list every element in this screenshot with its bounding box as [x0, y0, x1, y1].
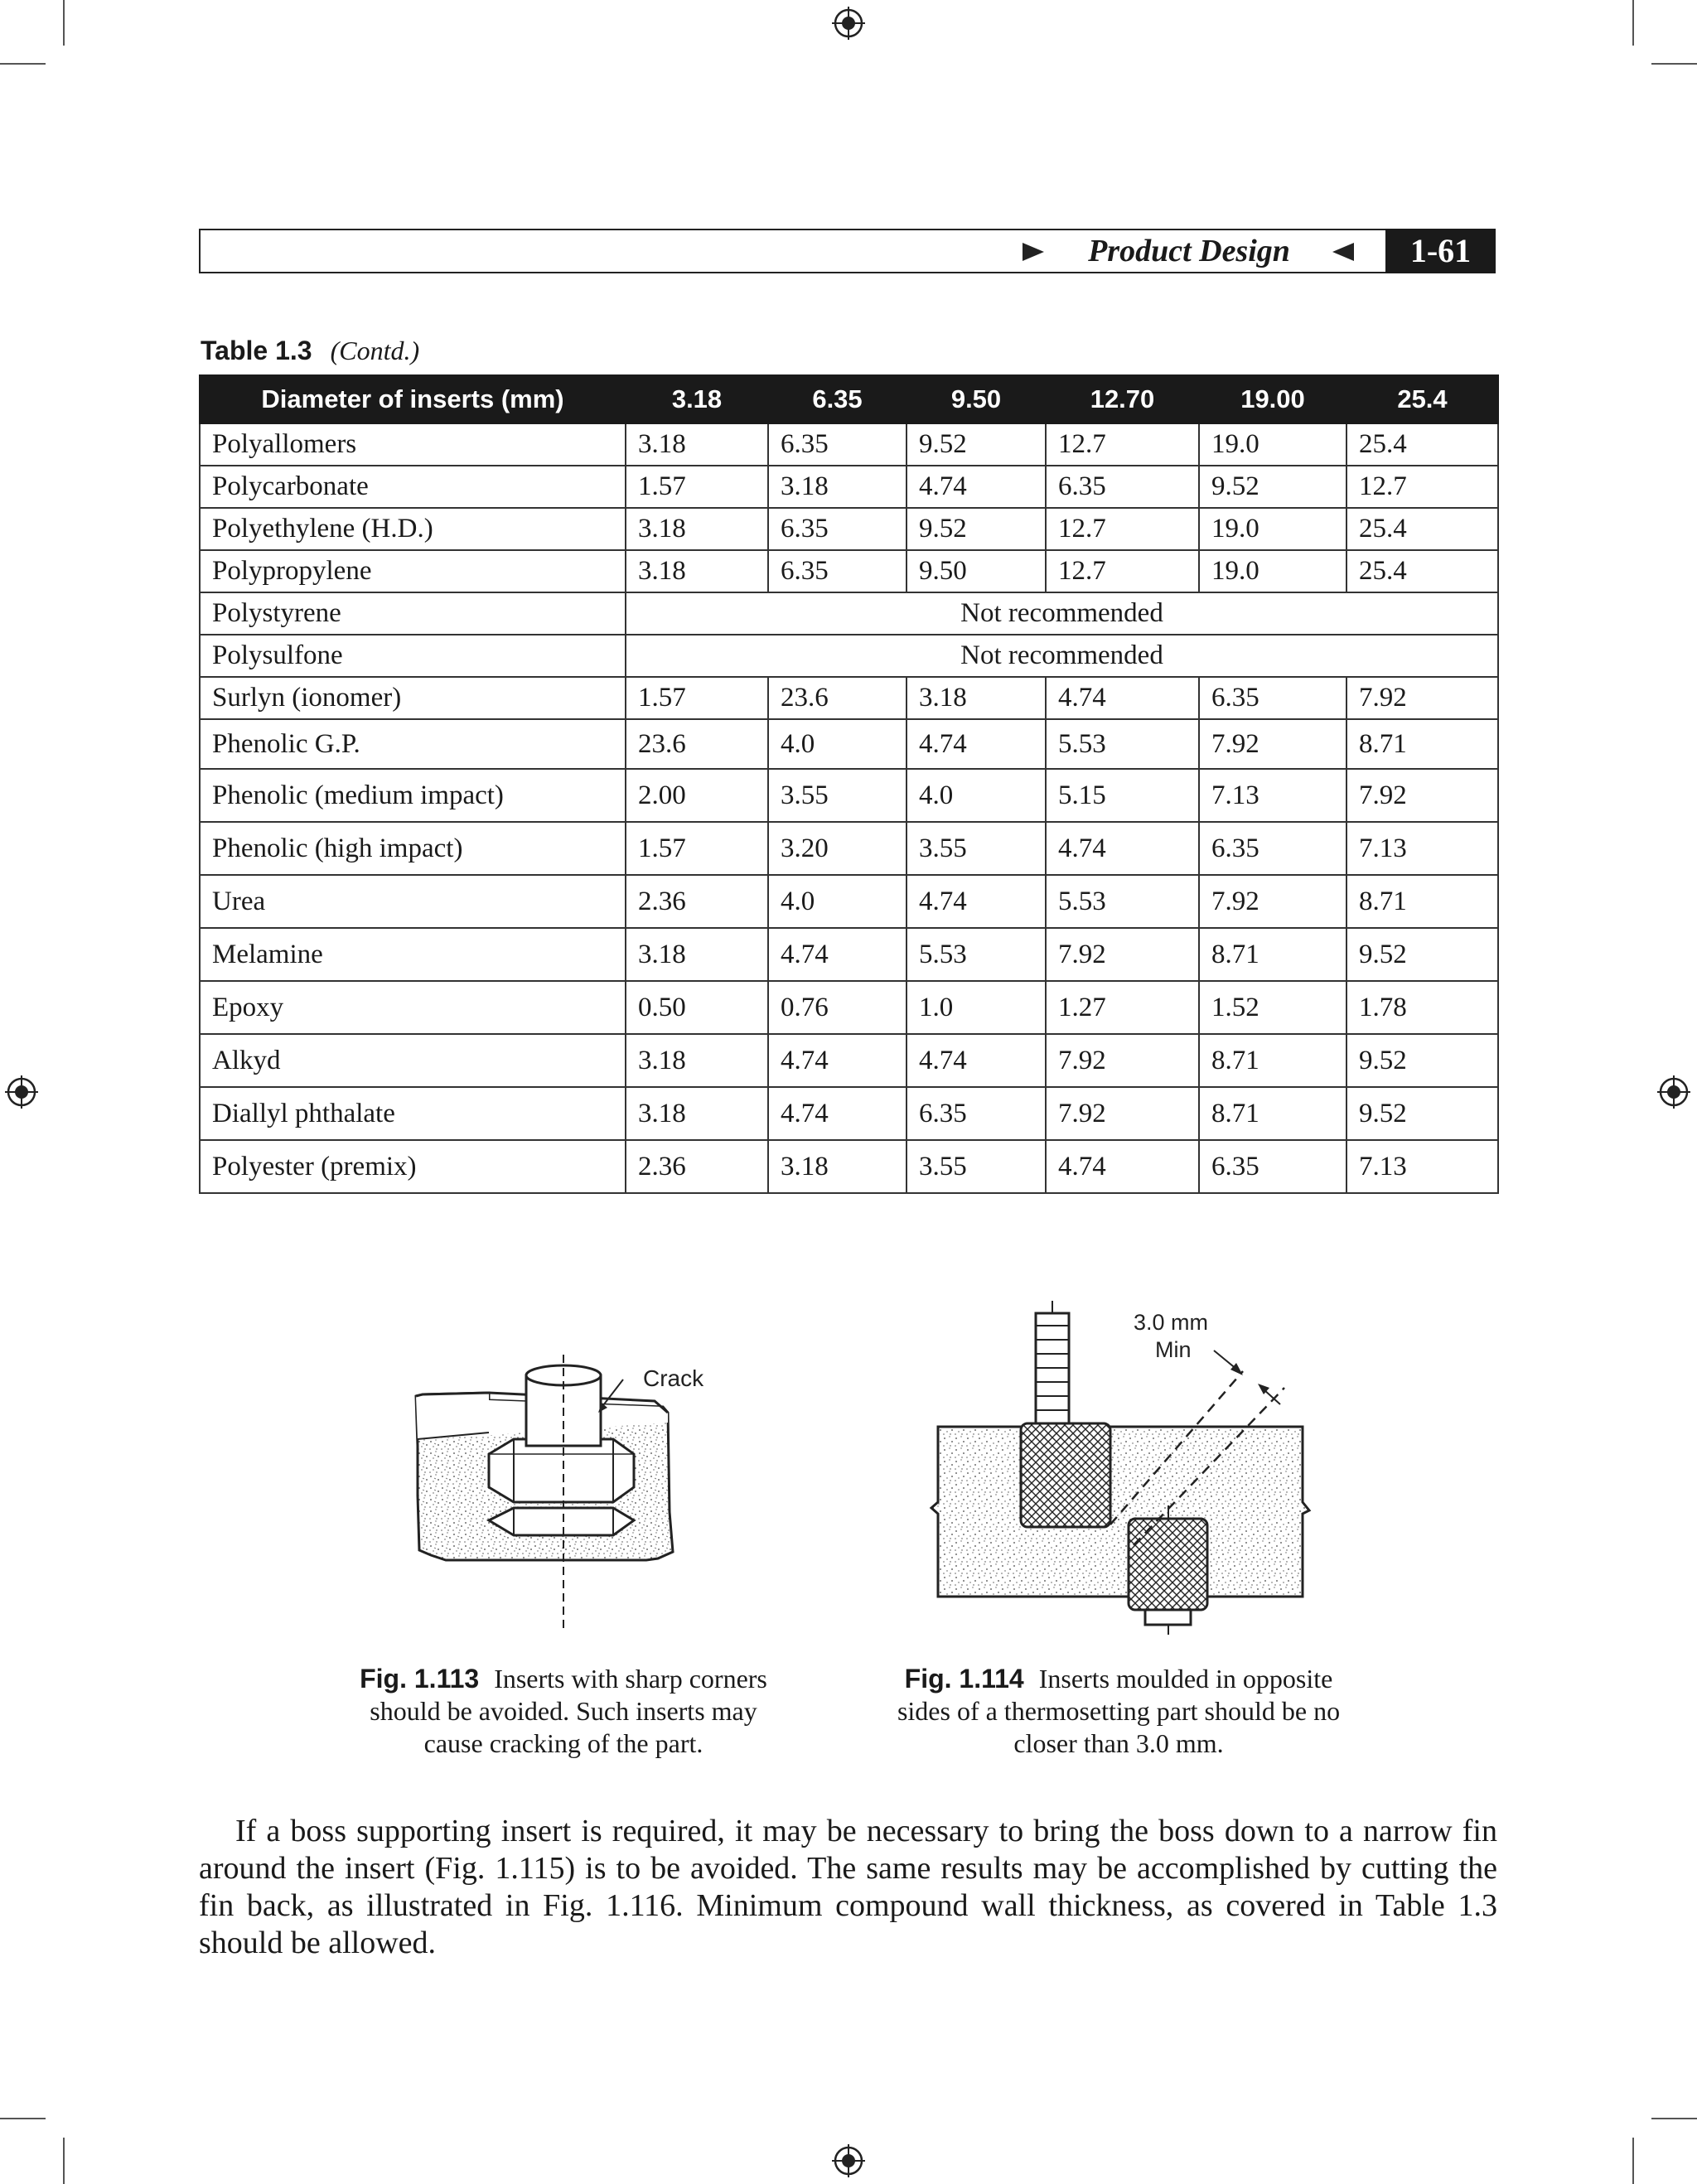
caption-text: closer than 3.0 mm. — [1013, 1728, 1224, 1758]
value-cell: 25.4 — [1346, 550, 1498, 592]
registration-mark-icon — [830, 5, 867, 41]
value-cell: 7.92 — [1346, 769, 1498, 822]
value-cell: 2.36 — [626, 875, 768, 928]
value-cell: 4.74 — [907, 466, 1046, 508]
material-cell: Polyallomers — [200, 423, 626, 466]
table-label: Table 1.3 — [201, 336, 312, 365]
value-cell: 3.18 — [907, 677, 1046, 719]
material-cell: Phenolic (medium impact) — [200, 769, 626, 822]
value-cell: 1.27 — [1046, 981, 1199, 1034]
value-cell: 9.50 — [907, 550, 1046, 592]
triangle-left-icon — [1332, 243, 1354, 261]
not-recommended-cell: Not recommended — [626, 592, 1498, 635]
value-cell: 4.74 — [907, 719, 1046, 769]
fig-114-caption — [829, 1663, 1409, 1760]
value-cell: 4.0 — [768, 875, 907, 928]
value-cell: 6.35 — [768, 423, 907, 466]
column-header: 25.4 — [1346, 375, 1498, 423]
material-cell: Melamine — [200, 928, 626, 981]
running-header-title: Product Design — [1088, 234, 1290, 268]
value-cell: 7.92 — [1046, 928, 1199, 981]
registration-mark-icon — [3, 1074, 40, 1110]
table-header-row — [200, 375, 1498, 423]
table-row — [200, 1034, 1498, 1087]
value-cell: 3.18 — [626, 1034, 768, 1087]
value-cell: 6.35 — [768, 508, 907, 550]
value-cell: 3.18 — [626, 508, 768, 550]
value-cell: 6.35 — [1046, 466, 1199, 508]
material-cell: Polyester (premix) — [200, 1140, 626, 1193]
value-cell: 3.55 — [768, 769, 907, 822]
value-cell: 6.35 — [1199, 677, 1346, 719]
crop-mark — [1632, 2138, 1634, 2184]
body-paragraph: If a boss supporting insert is required, it may be necessary to bring the boss down to a narrow fin around the insert (Fig. 1.115) is to be avoided. The same results may be accomplished by cutting the fin back, as illustrated in Fig. 1.116. Minimum compound wall thickness, as covered in Table 1.3 should be allowed. — [199, 1814, 1497, 1960]
table-row — [200, 423, 1498, 466]
value-cell: 3.18 — [626, 1087, 768, 1140]
value-cell: 6.35 — [907, 1087, 1046, 1140]
value-cell: 23.6 — [626, 719, 768, 769]
table-row — [200, 822, 1498, 875]
column-header: 3.18 — [626, 375, 768, 423]
value-cell: 3.18 — [768, 466, 907, 508]
material-cell: Polysulfone — [200, 635, 626, 677]
value-cell: 4.0 — [768, 719, 907, 769]
value-cell: 3.55 — [907, 1140, 1046, 1193]
caption-text: cause cracking of the part. — [423, 1728, 703, 1758]
material-cell: Polyethylene (H.D.) — [200, 508, 626, 550]
value-cell: 6.35 — [1199, 1140, 1346, 1193]
material-cell: Urea — [200, 875, 626, 928]
crop-mark — [63, 2138, 65, 2184]
value-cell: 5.15 — [1046, 769, 1199, 822]
material-cell: Surlyn (ionomer) — [200, 677, 626, 719]
caption-text: should be avoided. Such inserts may — [370, 1696, 757, 1726]
value-cell: 7.92 — [1046, 1034, 1199, 1087]
value-cell: 23.6 — [768, 677, 907, 719]
value-cell: 1.78 — [1346, 981, 1498, 1034]
value-cell: 3.18 — [626, 928, 768, 981]
value-cell: 12.7 — [1046, 550, 1199, 592]
caption-text: sides of a thermosetting part should be no — [897, 1696, 1341, 1726]
column-header: 6.35 — [768, 375, 907, 423]
material-cell: Phenolic G.P. — [200, 719, 626, 769]
table-row — [200, 466, 1498, 508]
registration-mark-icon — [830, 2143, 867, 2179]
value-cell: 7.13 — [1346, 822, 1498, 875]
value-cell: 8.71 — [1199, 1034, 1346, 1087]
value-cell: 0.76 — [768, 981, 907, 1034]
value-cell: 19.0 — [1199, 423, 1346, 466]
column-header: 19.00 — [1199, 375, 1346, 423]
table-row — [200, 769, 1498, 822]
material-cell: Diallyl phthalate — [200, 1087, 626, 1140]
fig-114-label: Fig. 1.114 — [904, 1664, 1024, 1694]
table-row — [200, 550, 1498, 592]
material-cell: Epoxy — [200, 981, 626, 1034]
material-cell: Alkyd — [200, 1034, 626, 1087]
value-cell: 3.18 — [626, 423, 768, 466]
value-cell: 25.4 — [1346, 423, 1498, 466]
value-cell: 12.7 — [1046, 423, 1199, 466]
column-header: 12.70 — [1046, 375, 1199, 423]
value-cell: 1.57 — [626, 677, 768, 719]
value-cell: 7.92 — [1199, 875, 1346, 928]
value-cell: 9.52 — [1346, 1034, 1498, 1087]
value-cell: 8.71 — [1346, 719, 1498, 769]
material-cell: Polystyrene — [200, 592, 626, 635]
value-cell: 1.57 — [626, 822, 768, 875]
material-cell: Polypropylene — [200, 550, 626, 592]
value-cell: 7.13 — [1346, 1140, 1498, 1193]
value-cell: 4.74 — [907, 1034, 1046, 1087]
value-cell: 5.53 — [1046, 719, 1199, 769]
table-row — [200, 635, 1498, 677]
value-cell: 19.0 — [1199, 508, 1346, 550]
value-cell: 4.0 — [907, 769, 1046, 822]
value-cell: 1.52 — [1199, 981, 1346, 1034]
table-row — [200, 875, 1498, 928]
page-number: 1-61 — [1385, 229, 1496, 273]
table-row — [200, 592, 1498, 635]
running-header — [199, 229, 1496, 273]
caption-text: Inserts moulded in opposite — [1038, 1664, 1333, 1694]
table-row — [200, 677, 1498, 719]
table-row — [200, 719, 1498, 769]
value-cell: 9.52 — [1346, 928, 1498, 981]
value-cell: 4.74 — [1046, 1140, 1199, 1193]
crop-mark — [63, 0, 65, 46]
value-cell: 4.74 — [1046, 677, 1199, 719]
crop-mark — [1632, 0, 1634, 46]
value-cell: 1.57 — [626, 466, 768, 508]
table-row — [200, 928, 1498, 981]
value-cell: 7.92 — [1046, 1087, 1199, 1140]
value-cell: 8.71 — [1199, 928, 1346, 981]
value-cell: 2.36 — [626, 1140, 768, 1193]
column-header: 9.50 — [907, 375, 1046, 423]
value-cell: 12.7 — [1346, 466, 1498, 508]
table-row — [200, 981, 1498, 1034]
value-cell: 2.00 — [626, 769, 768, 822]
value-cell: 9.52 — [1199, 466, 1346, 508]
fig-113-drawing — [406, 1346, 721, 1645]
value-cell: 9.52 — [1346, 1087, 1498, 1140]
material-cell: Polycarbonate — [200, 466, 626, 508]
value-cell: 5.53 — [1046, 875, 1199, 928]
not-recommended-cell: Not recommended — [626, 635, 1498, 677]
value-cell: 7.13 — [1199, 769, 1346, 822]
value-cell: 7.92 — [1199, 719, 1346, 769]
value-cell: 8.71 — [1199, 1087, 1346, 1140]
registration-mark-icon — [1656, 1074, 1692, 1110]
triangle-right-icon — [1023, 243, 1044, 261]
value-cell: 3.20 — [768, 822, 907, 875]
table-contd: (Contd.) — [330, 336, 420, 365]
dimension-label: Min — [1155, 1337, 1192, 1362]
fig-114-drawing — [920, 1297, 1317, 1636]
table-row — [200, 1087, 1498, 1140]
crop-mark — [1651, 63, 1697, 65]
value-cell: 4.74 — [768, 928, 907, 981]
value-cell: 3.55 — [907, 822, 1046, 875]
dimension-label: 3.0 mm — [1134, 1310, 1209, 1335]
value-cell: 6.35 — [1199, 822, 1346, 875]
value-cell: 4.74 — [1046, 822, 1199, 875]
value-cell: 9.52 — [907, 423, 1046, 466]
value-cell: 4.74 — [768, 1087, 907, 1140]
value-cell: 1.0 — [907, 981, 1046, 1034]
fig-113-label: Fig. 1.113 — [360, 1664, 480, 1694]
value-cell: 4.74 — [907, 875, 1046, 928]
crop-mark — [0, 2118, 46, 2119]
value-cell: 12.7 — [1046, 508, 1199, 550]
value-cell: 25.4 — [1346, 508, 1498, 550]
fig-113-caption — [315, 1663, 812, 1760]
crack-label: Crack — [643, 1365, 704, 1391]
column-header: Diameter of inserts (mm) — [200, 375, 626, 423]
table-caption — [201, 336, 419, 366]
value-cell: 5.53 — [907, 928, 1046, 981]
value-cell: 19.0 — [1199, 550, 1346, 592]
value-cell: 3.18 — [768, 1140, 907, 1193]
value-cell: 8.71 — [1346, 875, 1498, 928]
value-cell: 4.74 — [768, 1034, 907, 1087]
insert-diameter-table — [199, 374, 1499, 1194]
value-cell: 7.92 — [1346, 677, 1498, 719]
caption-text: Inserts with sharp corners — [494, 1664, 767, 1694]
value-cell: 6.35 — [768, 550, 907, 592]
value-cell: 9.52 — [907, 508, 1046, 550]
crop-mark — [0, 63, 46, 65]
table-row — [200, 508, 1498, 550]
crop-mark — [1651, 2118, 1697, 2119]
table-row — [200, 1140, 1498, 1193]
value-cell: 3.18 — [626, 550, 768, 592]
material-cell: Phenolic (high impact) — [200, 822, 626, 875]
value-cell: 0.50 — [626, 981, 768, 1034]
